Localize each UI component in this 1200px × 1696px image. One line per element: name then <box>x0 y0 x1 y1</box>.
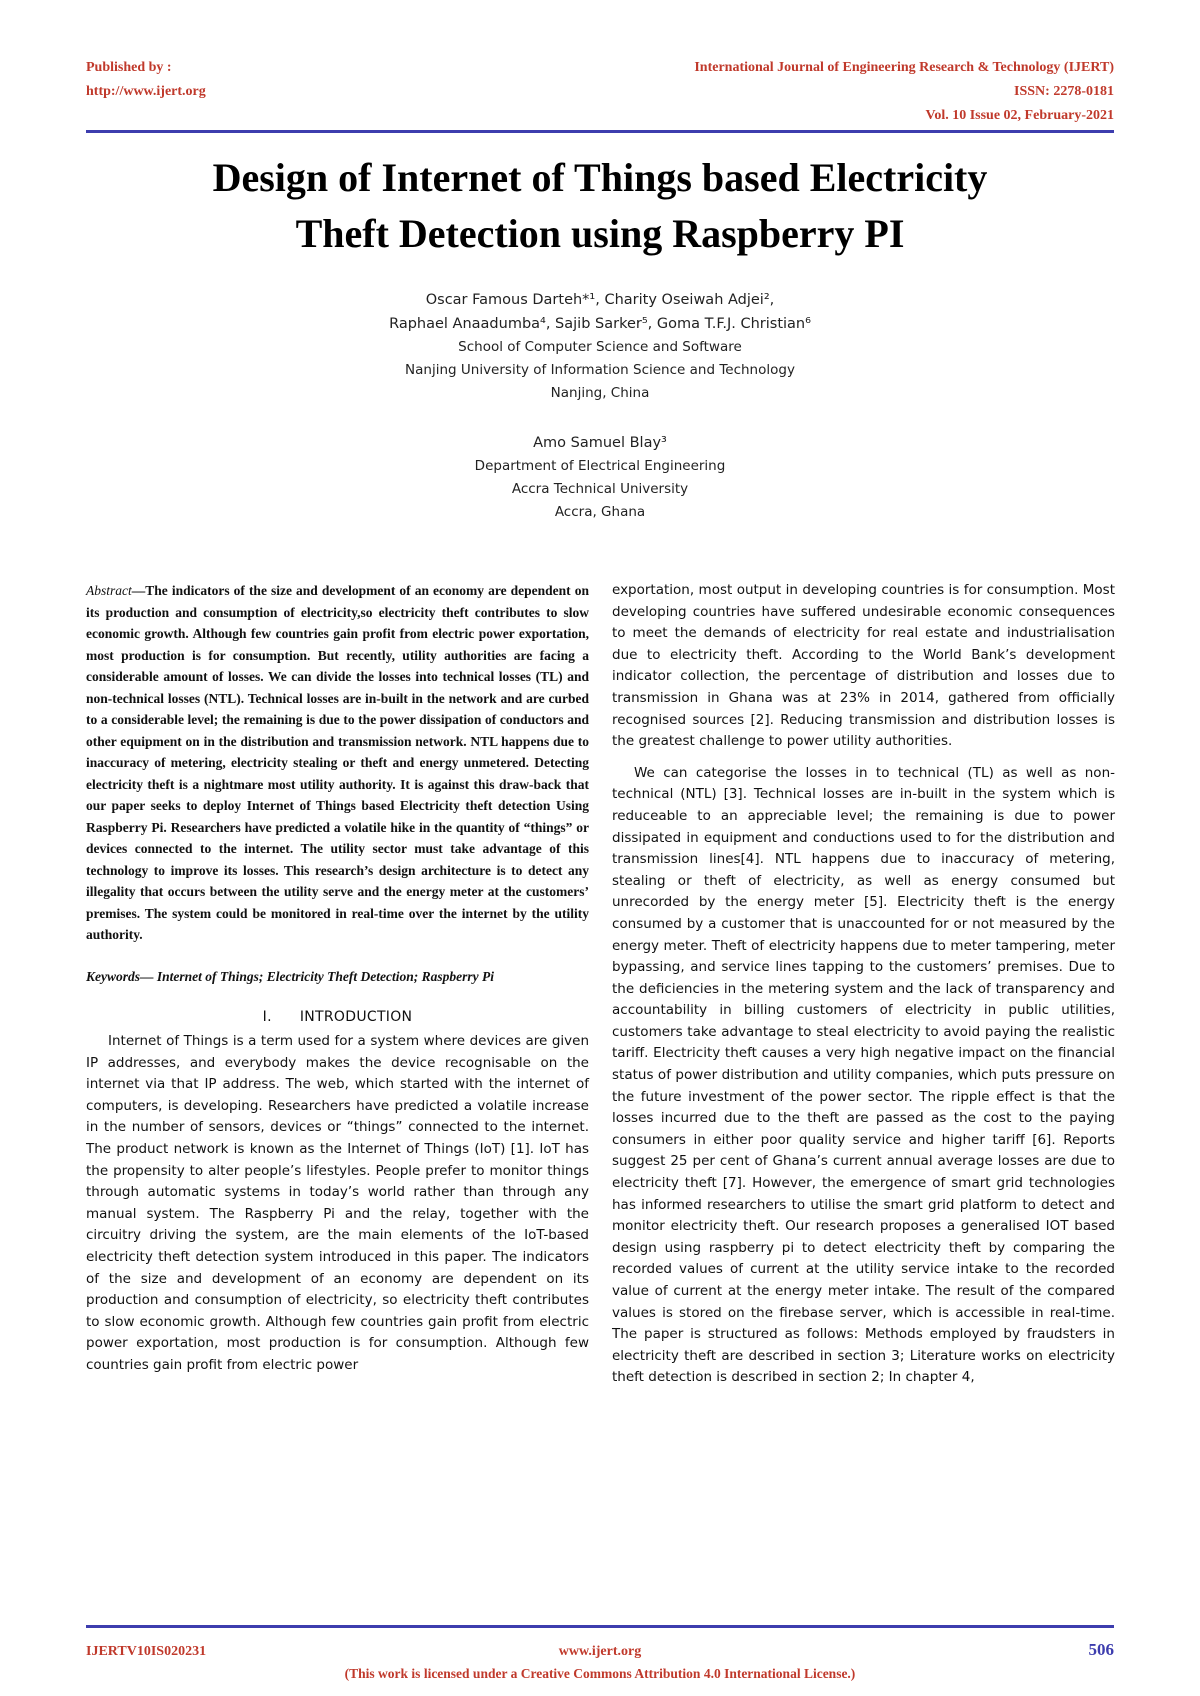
header-right <box>694 56 1114 128</box>
paper-title <box>86 150 1114 262</box>
affiliation-school: School of Computer Science and Software <box>458 339 742 355</box>
intro-paragraph: Internet of Things is a term used for a system where devices are given IP addresses, and everybody makes the device recognisable on the internet via that IP address. The web, which started with the internet of computers, is developing. Researchers have predicted a volatile increase in the number of sensors, devices or “things” connected to the internet. The product network is known as the Internet of Things (IoT) [1]. IoT has the propensity to alter people’s lifestyles. People prefer to monitor things through automatic systems in today’s world rather than through any manual system. The Raspberry Pi and the relay, together with the circuitry driving the system, are the main elements of the IoT-based electricity theft detection system introduced in this paper. The indicators of the size and development of an economy are dependent on its production and consumption of electricity, so electricity theft contributes to slow economic growth. Although few countries gain profit from electric power exportation, most production is for consumption. Although few countries gain profit from electric power <box>86 1033 589 1373</box>
title-line-2: Theft Detection using Raspberry PI <box>295 211 905 256</box>
author-block <box>86 288 1114 524</box>
right-paragraph-1: exportation, most output in developing countries is for consumption. Most developing countries have suffered undesirable economic consequences to meet the demands of electricity for real estate and industrialisation due to electricity theft. According to the World Bank’s development indicator collection, the percentage of distribution and losses due to transmission in Ghana was at 23% in 2014, gathered from officially recognised sources [2]. Reducing transmission and distribution losses is the greatest challenge to power utility authorities. <box>612 582 1115 750</box>
footer-page-number: 506 <box>1088 1640 1114 1659</box>
section-heading-introduction <box>86 1009 589 1025</box>
affiliation-location-2: Accra, Ghana <box>554 504 646 520</box>
abstract-label: Abstract <box>86 583 132 598</box>
title-line-1: Design of Internet of Things based Electricity <box>212 155 988 200</box>
published-by: Published by : <box>86 60 172 75</box>
affiliation-location: Nanjing, China <box>550 385 650 401</box>
journal-name: International Journal of Engineering Research & Technology (IJERT) <box>694 60 1114 75</box>
volume-issue: Vol. 10 Issue 02, February-2021 <box>925 108 1114 123</box>
footer-paper-id: IJERTV10IS020231 <box>86 1644 207 1659</box>
author-line-1: Oscar Famous Darteh*¹, Charity Oseiwah Adjei², <box>425 292 775 308</box>
publisher-url-link[interactable]: http://www.ijert.org <box>86 84 206 99</box>
affiliation-university: Nanjing University of Information Science and Technology <box>405 362 795 378</box>
right-column <box>612 580 1115 1389</box>
left-column <box>86 580 589 1377</box>
issn: ISSN: 2278-0181 <box>1014 84 1114 99</box>
footer-divider <box>86 1625 1114 1628</box>
header-left <box>86 56 206 104</box>
keywords: Keywords— Internet of Things; Electricity Theft Detection; Raspberry Pi <box>86 968 494 984</box>
section-number: I. <box>262 1009 272 1025</box>
right-paragraph-2: We can categorise the losses in to technical (TL) as well as non-technical (NTL) [3]. Technical losses are in-built in the system which is reduceable to an appreciable level; the remaining is due to power dissipated in equipment and conductions used to for the distribution and transmission lines[4]. NTL happens due to inaccuracy of metering, stealing or theft of electricity, as well as energy consumed but unrecorded by the energy meter [5]. Electricity theft is the energy consumed by a customer that is unaccounted for or not measured by the energy meter. Theft of electricity happens due to meter tampering, meter bypassing, and service lines tapping to the customers’ premises. Due to the deficiencies in the metering system and the lack of transparency and accountability in billing customers of electricity in public utilities, customers take advantage to steal electricity to avoid paying the realistic tariff. Electricity theft causes a very high negative impact on the financial status of power distribution and utility companies, which puts pressure on the future investment of the power sector. The ripple effect is that the losses incurred due to the theft are passed as the cost to the paying consumers in either poor quality service and higher tariff [6]. Reports suggest 25 per cent of Ghana’s current annual average losses are due to electricity theft [7]. However, the emergence of smart grid technologies has informed researchers to utilise the smart grid platform to detect and monitor electricity theft. Our research proposes a generalised IOT based design using raspberry pi to detect electricity theft by comparing the recorded values of current at the utility service intake to the recorded value of current at the energy meter intake. The result of the compared values is stored on the firebase server, which is accessible in real-time. The paper is structured as follows: Methods employed by fraudsters in electricity theft are described in section 3; Literature works on electricity theft detection is described in section 2; In chapter 4, <box>612 764 1115 1386</box>
footer-site-link[interactable]: www.ijert.org <box>558 1644 642 1659</box>
footer-license: (This work is licensed under a Creative Commons Attribution 4.0 International License.) <box>344 1666 856 1681</box>
header-divider <box>86 130 1114 133</box>
abstract-text: —The indicators of the size and development of an economy are dependent on its production and consumption of electricity,so electricity theft contributes to slow economic growth. Although few countries gain profit from electric power exportation, most production is for consumption. But recently, utility authorities are facing a considerable amount of losses. We can divide the losses into technical losses (TL) and non-technical losses (NTL). Technical losses are in-built in the network and are curbed to a considerable level; the remaining is due to the power dissipation of conductors and other equipment on in the distribution and transmission network. NTL happens due to inaccuracy of metering, electricity stealing or theft and energy unmetered. Detecting electricity theft is a nightmare most utility authority. It is against this draw-back that our paper seeks to deploy Internet of Things based Electricity theft detection Using Raspberry Pi. Researchers have predicted a volatile hike in the quantity of “things” or devices connected to the internet. The utility sector must take advantage of this technology to improve its losses. This research’s design architecture is to detect any illegality that occurs between the utility serve and the energy meter at the customers’ premises. The system could be monitored in real-time over the internet by the utility authority. <box>86 583 589 942</box>
author-line-3: Amo Samuel Blay³ <box>533 435 667 451</box>
abstract <box>86 580 589 946</box>
affiliation-university-2: Accra Technical University <box>511 481 689 497</box>
author-line-2: Raphael Anaadumba⁴, Sajib Sarker⁵, Goma T.F.J. Christian⁶ <box>389 316 811 332</box>
section-title: INTRODUCTION <box>299 1009 413 1025</box>
affiliation-department: Department of Electrical Engineering <box>474 458 726 474</box>
